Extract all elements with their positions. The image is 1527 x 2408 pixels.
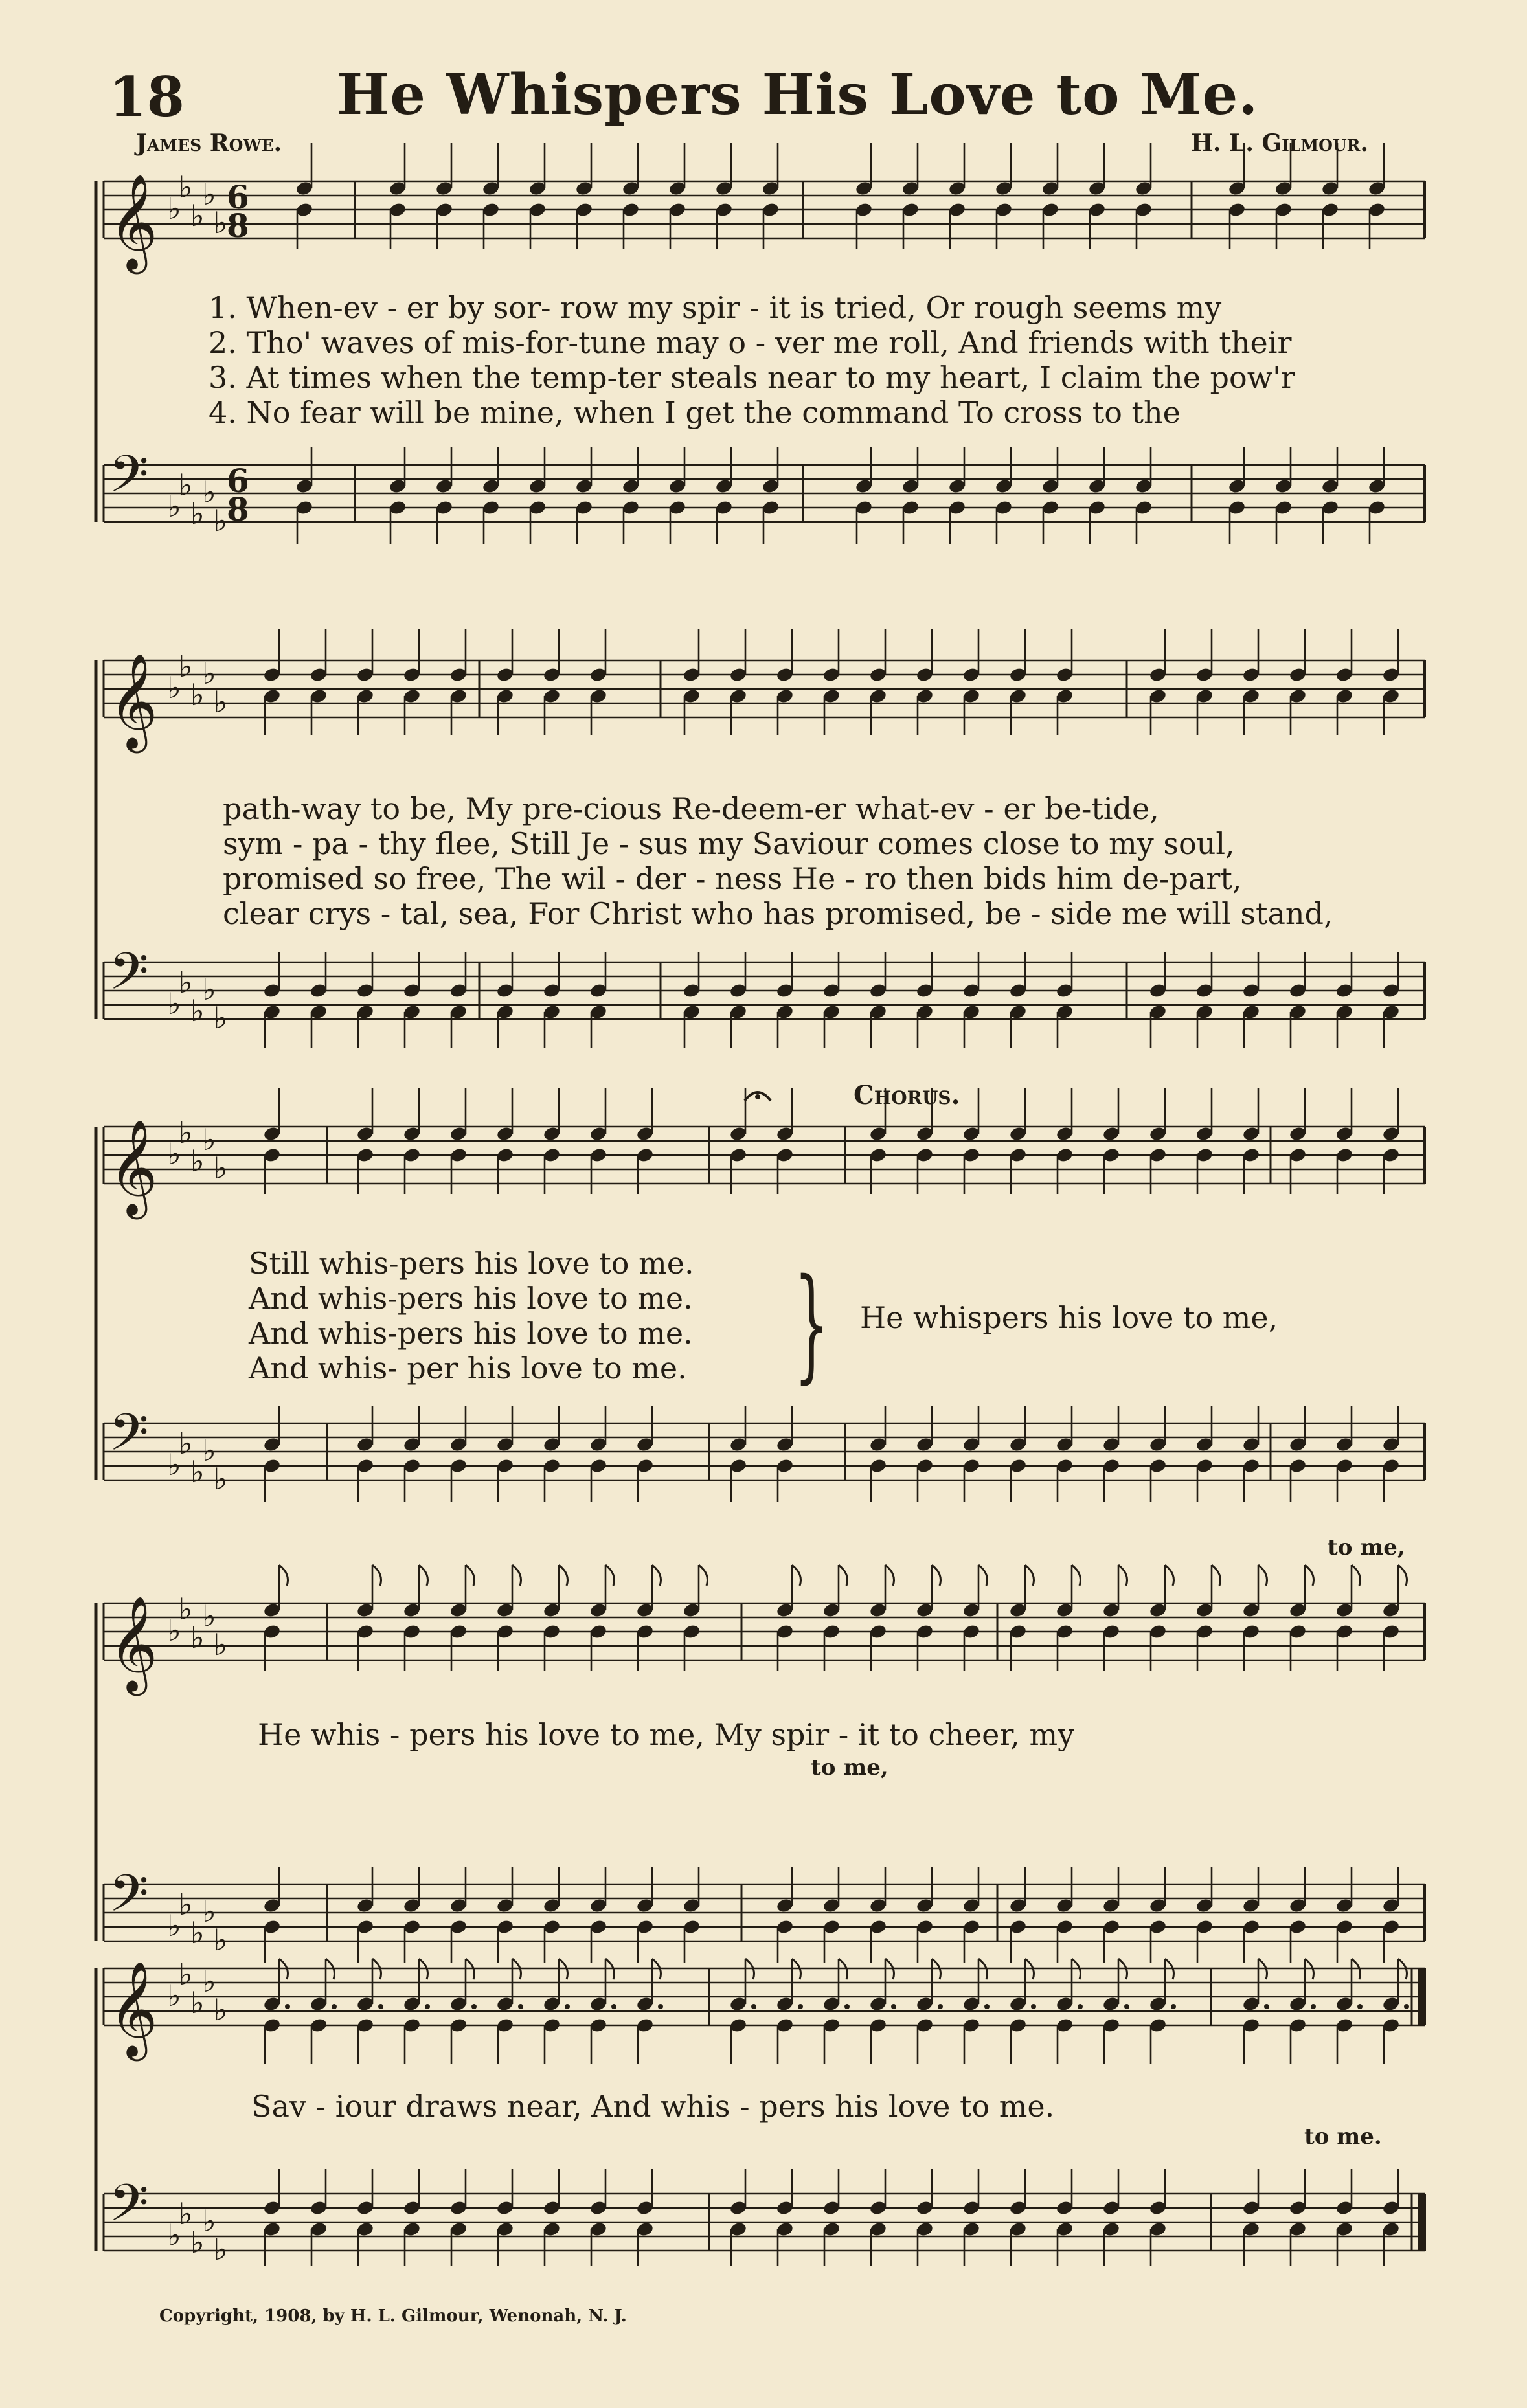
bass-clef-icon: 𝄢 [109,1863,149,1937]
flat-icon: ♭ [167,191,181,226]
flat-icon: ♭ [179,1115,193,1150]
dot [1311,2004,1316,2009]
flat-icon: ♭ [202,1433,216,1468]
chorus-line-2: He whis - pers his love to me, My spir - it to cheer, my [258,1717,1075,1752]
dot [984,2004,990,2009]
flat-icon: ♭ [214,1922,228,1957]
verse-4-line-2: clear crys - tal, sea, For Christ who has promised, be - side me will stand, [223,896,1333,931]
note-flag [559,1565,568,1586]
treble-clef-icon: 𝄞 [109,653,158,749]
verse-2-line-3: And whis-pers his love to me. [249,1281,693,1316]
bass-clef-icon: 𝄢 [109,1402,149,1476]
flat-icon: ♭ [202,656,216,691]
flat-icon: ♭ [167,1136,181,1171]
dot [1031,2004,1036,2009]
flat-icon: ♭ [190,677,205,712]
flat-icon: ♭ [214,1992,228,2027]
note-flag [605,1565,615,1586]
bass-clef-icon: 𝄢 [109,941,149,1015]
flat-icon: ♭ [214,1000,228,1035]
treble-clef-icon: 𝄞 [109,1595,158,1692]
flat-icon: ♭ [202,1894,216,1929]
dot [891,2004,896,2009]
flat-icon: ♭ [190,1454,205,1489]
note-flag [792,1565,801,1586]
flat-icon: ♭ [190,1143,205,1178]
flat-icon: ♭ [167,1908,181,1943]
flat-icon: ♭ [179,1957,193,1992]
flat-icon: ♭ [214,1461,228,1496]
fermata-dot [755,1094,760,1099]
dot [471,2004,477,2009]
time-signature-top: 6 [227,178,249,216]
note-flag [372,1565,381,1586]
cue-to-me-2: to me, [811,1755,888,1781]
verse-4-line-1: 4. No fear will be mine, when I get the command To cross to the [209,395,1181,430]
flat-icon: ♭ [214,205,228,240]
dot [1171,2004,1176,2009]
flat-icon: ♭ [214,503,228,538]
verse-1-line-2: path-way to be, My pre-cious Re-deem-er what-ev - er be-tide, [223,791,1159,826]
flat-icon: ♭ [202,972,216,1007]
flat-icon: ♭ [179,2196,193,2231]
dot [1404,2004,1409,2009]
treble-clef-icon: 𝄞 [109,1961,158,2057]
bass-clef-icon: 𝄢 [109,444,149,517]
verse-4-line-3: And whis- per his love to me. [249,1351,687,1386]
dot [938,2004,943,2009]
verse-brace: } [794,1252,830,1395]
flat-icon: ♭ [214,684,228,719]
verse-3-line-1: 3. At times when the temp-ter steals near to my heart, I claim the pow'r [209,360,1295,395]
flat-icon: ♭ [190,1620,205,1655]
flat-icon: ♭ [202,177,216,212]
flat-icon: ♭ [167,489,181,524]
flat-icon: ♭ [179,170,193,205]
note-flag [1025,1565,1034,1586]
flat-icon: ♭ [179,1887,193,1922]
dot [658,2004,663,2009]
note-flag [885,1565,894,1586]
flat-icon: ♭ [190,1985,205,2020]
flat-icon: ♭ [214,1151,228,1186]
dot [751,2004,756,2009]
flat-icon: ♭ [190,496,205,531]
note-flag [466,1565,475,1586]
composer-credit: H. L. Gilmour. [1190,129,1368,157]
flat-icon: ♭ [167,2218,181,2253]
copyright-notice: Copyright, 1908, by H. L. Gilmour, Wenonah, N. J. [159,2306,627,2326]
note-flag [1258,1565,1267,1586]
flat-icon: ♭ [202,1122,216,1157]
note-flag [839,1565,848,1586]
flat-icon: ♭ [179,965,193,1000]
dot [332,2004,337,2009]
note-flag [1212,1565,1221,1586]
dot [844,2004,850,2009]
treble-clef-icon: 𝄞 [109,1119,158,1215]
bass-clef-icon: 𝄢 [109,2173,149,2246]
verse-1-line-3: Still whis-pers his love to me. [249,1246,694,1281]
flat-icon: ♭ [190,993,205,1028]
flat-icon: ♭ [214,2232,228,2267]
flat-icon: ♭ [179,1592,193,1626]
note-flag [1118,1565,1127,1586]
flat-icon: ♭ [179,649,193,684]
flat-icon: ♭ [214,1627,228,1662]
flat-icon: ♭ [190,198,205,233]
note-flag [652,1565,661,1586]
dot [518,2004,523,2009]
page-number: 18 [109,65,185,129]
note-flag [978,1565,988,1586]
flat-icon: ♭ [202,2203,216,2238]
song-title: He Whispers His Love to Me. [337,62,1259,128]
verse-3-line-2: promised so free, The wil - der - ness He - ro then bids him de-part, [223,861,1242,896]
verse-3-line-3: And whis-pers his love to me. [249,1316,693,1351]
dot [285,2004,290,2009]
note-flag [1352,1565,1361,1586]
chorus-refrain: He whispers his love to me, [860,1300,1278,1335]
chorus-line-3: Sav - iour draws near, And whis - pers his love to me. [251,2089,1055,2124]
cue-to-me-1: to me, [1328,1535,1405,1560]
note-flag [1398,1565,1407,1586]
chorus-label: Chorus. [854,1080,960,1110]
note-flag [419,1565,428,1586]
dot [1078,2004,1083,2009]
flat-icon: ♭ [190,1915,205,1950]
note-flag [512,1565,521,1586]
dot [798,2004,803,2009]
treble-clef-icon: 𝄞 [109,174,158,270]
dot [611,2004,616,2009]
dot [1124,2004,1129,2009]
time-signature-bottom: 8 [227,490,249,528]
flat-icon: ♭ [167,1978,181,2013]
dot [1264,2004,1269,2009]
flat-icon: ♭ [202,1964,216,1999]
verse-1-line-1: 1. When-ev - er by sor- row my spir - it is tried, Or rough seems my [209,290,1222,325]
verse-2-line-1: 2. Tho' waves of mis-for-tune may o - ver me roll, And friends with their [209,325,1292,360]
dot [425,2004,430,2009]
dot [565,2004,570,2009]
verse-2-line-2: sym - pa - thy flee, Still Je - sus my Saviour comes close to my soul, [223,826,1235,861]
note-flag [1165,1565,1174,1586]
note-flag [932,1565,941,1586]
flat-icon: ♭ [179,467,193,502]
flat-icon: ♭ [179,1426,193,1461]
lyricist-credit: James Rowe. [136,129,282,157]
cue-to-me-3: to me. [1304,2124,1382,2150]
flat-icon: ♭ [167,1613,181,1648]
note-flag [1305,1565,1314,1586]
flat-icon: ♭ [190,2225,205,2260]
flat-icon: ♭ [167,670,181,705]
flat-icon: ♭ [202,1599,216,1634]
flat-icon: ♭ [167,986,181,1021]
note-flag [699,1565,708,1586]
flat-icon: ♭ [202,475,216,510]
flat-icon: ♭ [167,1447,181,1482]
time-signature-bottom: 8 [227,207,249,245]
note-flag [279,1565,288,1586]
time-signature-top: 6 [227,462,249,500]
dot [1357,2004,1363,2009]
dot [378,2004,383,2009]
note-flag [1072,1565,1081,1586]
